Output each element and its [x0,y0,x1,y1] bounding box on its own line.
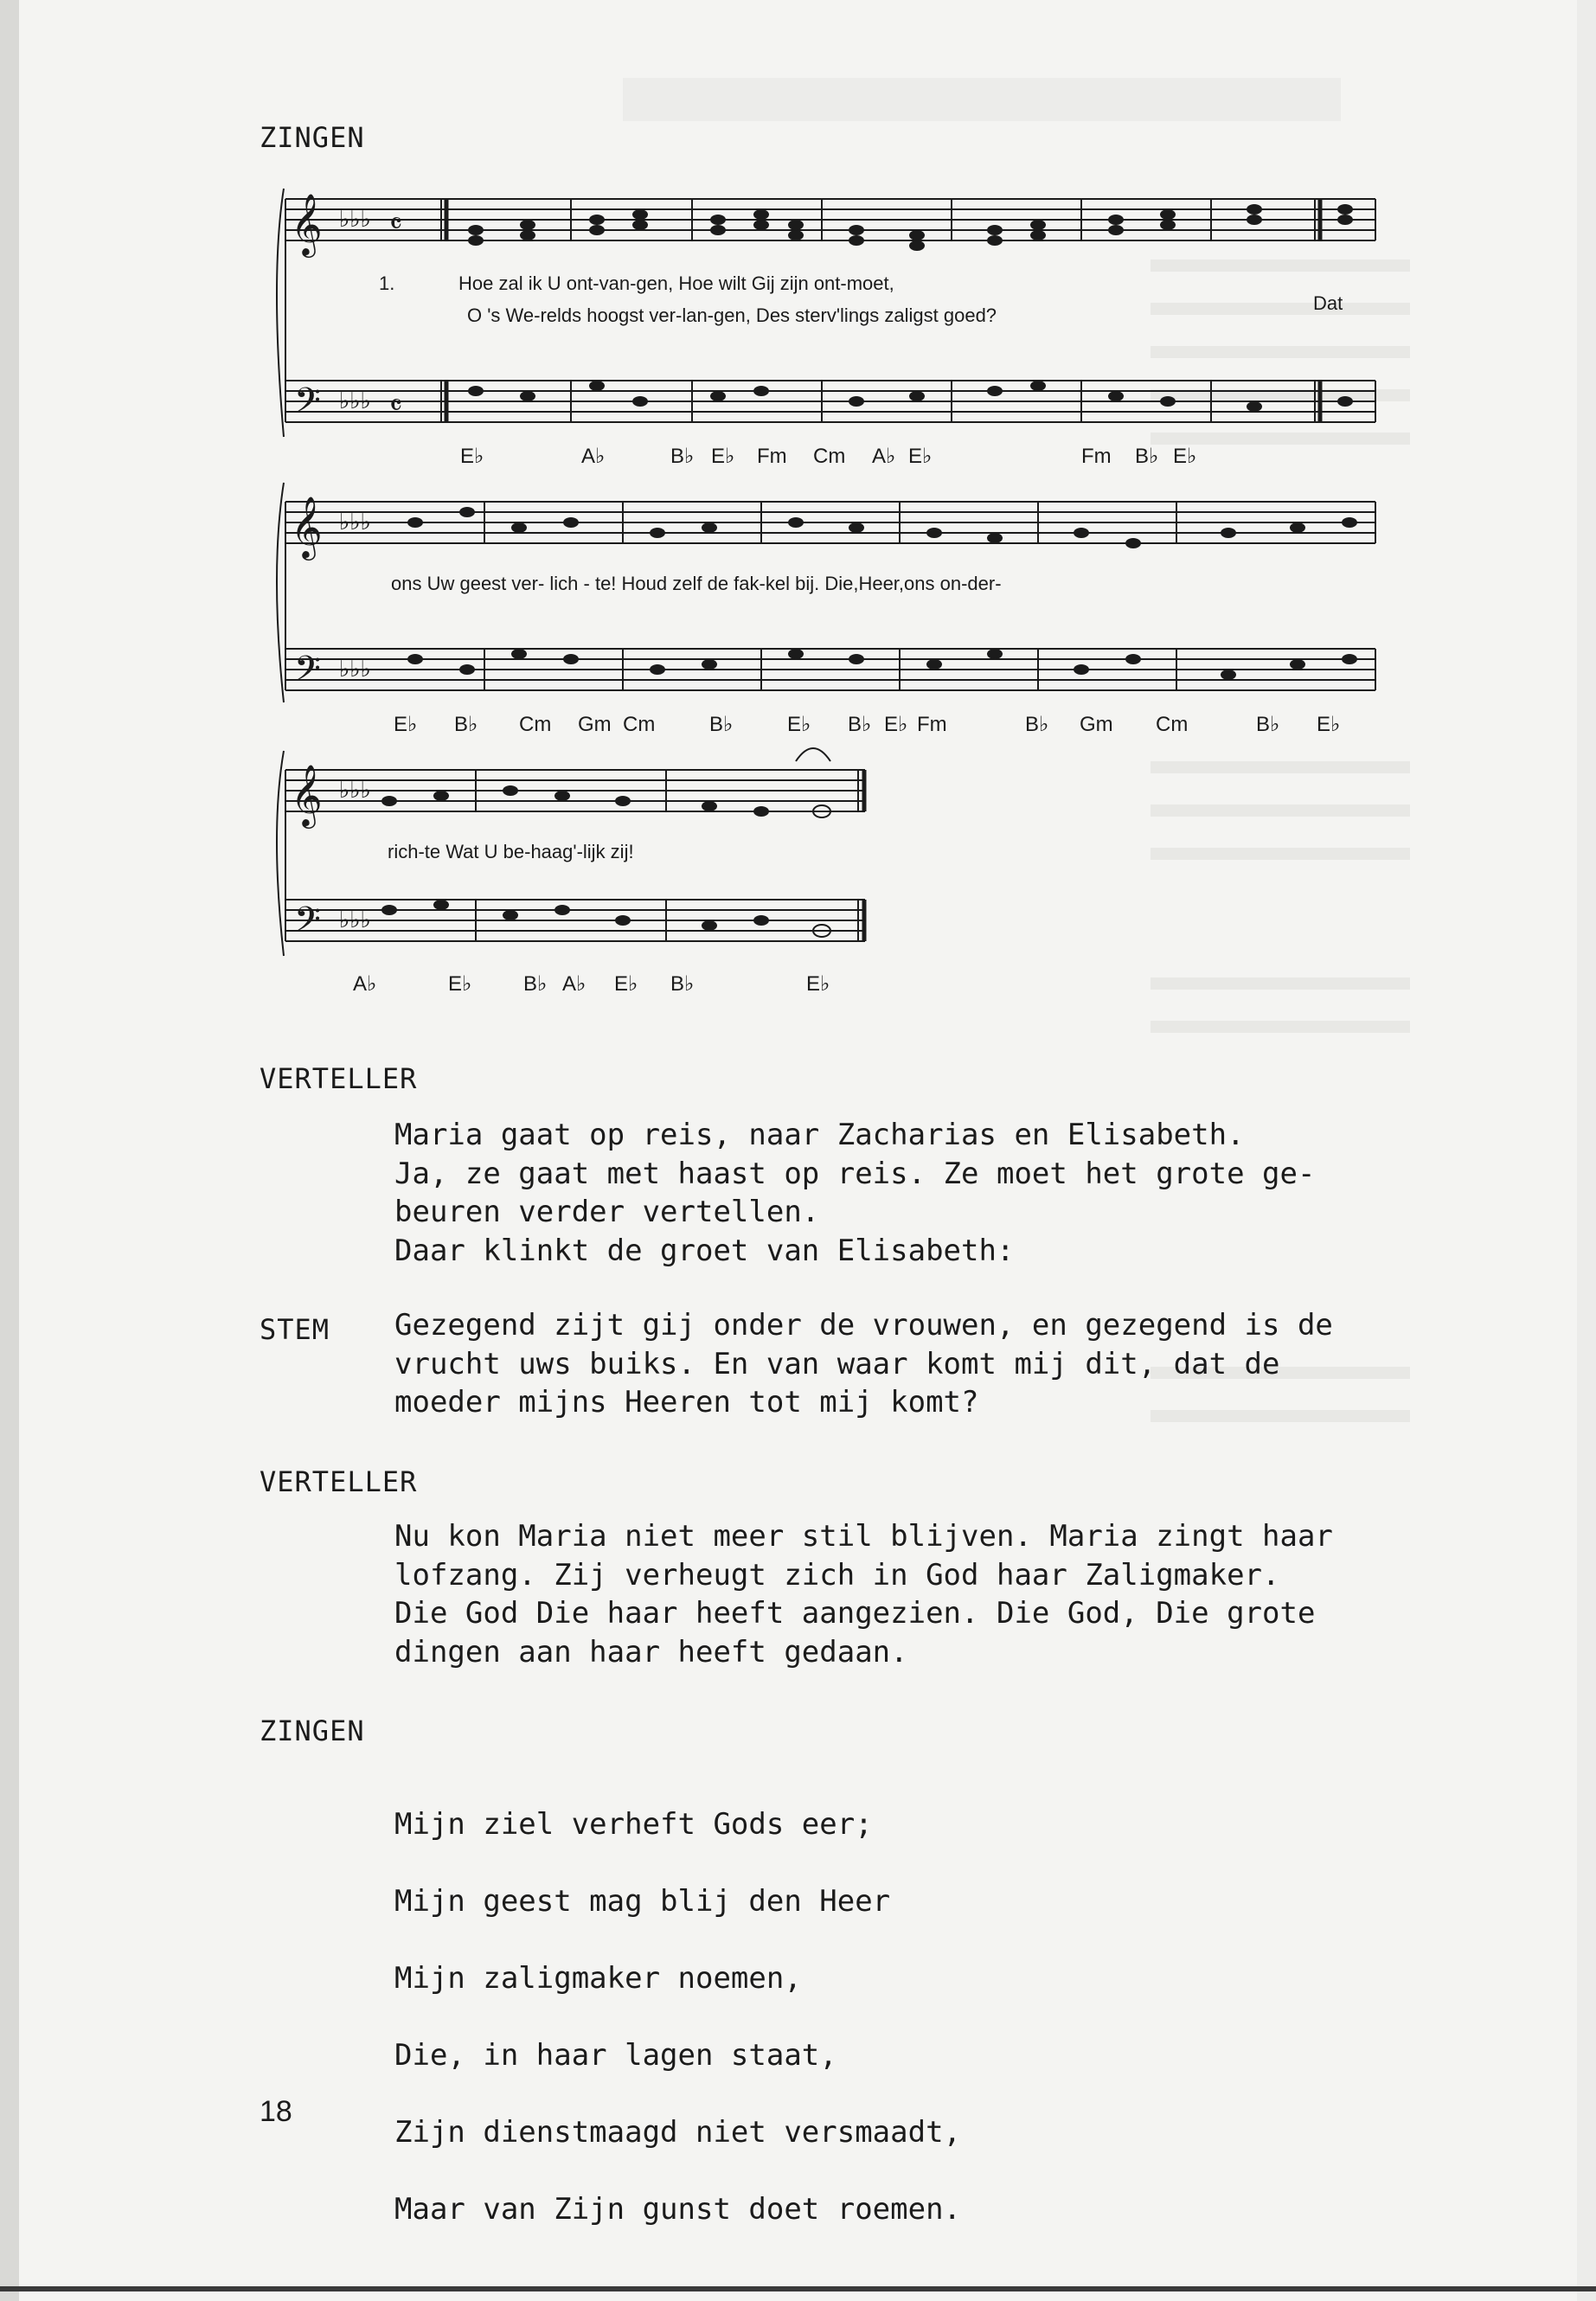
bass-clef-icon: 𝄢 [294,381,321,429]
bass-clef-icon: 𝄢 [294,900,321,948]
chord: E♭ [711,445,735,468]
system2-treble-staff [285,502,1375,543]
sheet-music-svg [260,173,1419,1003]
speaker-label: VERTELLER [260,1062,418,1095]
zingen-label-2: ZINGEN [260,1715,365,1747]
chord: B♭ [670,445,695,468]
flat-icon: ♭♭♭ [339,510,371,535]
system3-bass-staff [285,900,865,941]
chord: Gm [1080,713,1113,736]
system3-brace [277,751,284,956]
poem-line: Mijn ziel verheft Gods eer; [394,1806,873,1842]
chord: Fm [917,713,947,736]
chord: E♭ [1173,445,1197,468]
verse-number: 1. [379,272,395,294]
system2-brace [277,483,284,702]
chord: A♭ [872,445,896,468]
flat-icon: ♭♭♭ [339,388,371,414]
speaker-text: Gezegend zijt gij onder de vrouwen, en gezegend is de vrucht uws buiks. En van waar komt mij dit, dat de moeder mijns Heeren tot mij komt? [394,1308,1333,1420]
chord: A♭ [353,972,377,996]
system2-lyric: ons Uw geest ver- lich - te! Houd zelf de fak-kel bij. Die,Heer,ons on-der- [391,573,1002,594]
chord: E♭ [806,972,830,996]
chord: E♭ [908,445,933,468]
speaker-label: VERTELLER [260,1465,418,1498]
chord: A♭ [581,445,606,468]
page-edge-right [1577,0,1596,2301]
system3-chords [353,972,830,996]
treble-clef-icon: 𝄞 [291,763,323,826]
speaker-text: Maria gaat op reis, naar Zacharias en Elisabeth. Ja, ze gaat met haast op reis. Ze moet het grote ge- beuren verder vertellen. Daar klinkt de groet van Elisabeth: [394,1118,1316,1268]
chord: B♭ [523,972,548,996]
page-edge-left [0,0,19,2301]
system3-treble-staff [285,770,865,811]
system3-lyric: rich-te Wat U be-haag'-lijk zij! [388,841,634,862]
common-time-icon: 𝄴 [389,207,403,241]
speaker-label: STEM [260,1313,330,1346]
treble-clef-icon: 𝄞 [291,495,323,558]
chord: E♭ [1317,713,1341,736]
system1-lyric-line1: Hoe zal ik U ont-van-gen, Hoe wilt Gij zijn ont-moet, [458,272,894,294]
page-bottom-edge [0,2286,1596,2291]
chord: E♭ [787,713,811,736]
chord: Cm [623,713,656,736]
chord: E♭ [614,972,638,996]
system1-lyric-dat: Dat [1313,292,1343,314]
system1-lyric-line2: O 's We-relds hoogst ver-lan-gen, Des sterv'lings zaligst goed? [467,304,997,326]
chord: Gm [578,713,612,736]
chord: E♭ [884,713,908,736]
chord: E♭ [448,972,472,996]
flat-icon: ♭♭♭ [339,778,371,804]
speaker-text: Nu kon Maria niet meer stil blijven. Maria zingt haar lofzang. Zij verheugt zich in God haar Zaligmaker. Die God Die haar heeft aangezien. Die God, Die grote dingen aan haar heeft gedaan. [394,1519,1333,1670]
show-through-heading-shape [623,61,1341,138]
chord: Cm [519,713,552,736]
chord: Fm [757,445,787,468]
poem-line: Mijn zaligmaker noemen, [394,1960,802,1996]
poem-line: Die, in haar lagen staat, [394,2037,837,2073]
chord: B♭ [709,713,734,736]
chord: E♭ [394,713,418,736]
common-time-icon: 𝄴 [389,388,403,423]
treble-clef-icon: 𝄞 [291,192,323,255]
poem-line: Maar van Zijn gunst doet roemen. [394,2191,962,2227]
system1-brace [277,189,284,437]
flat-icon: ♭♭♭ [339,207,371,233]
system2-chords [394,713,1340,736]
chord: Cm [1156,713,1189,736]
system1-chords [460,445,1196,468]
chord: Fm [1081,445,1112,468]
chord: B♭ [454,713,478,736]
chord: B♭ [670,972,695,996]
chord: B♭ [848,713,872,736]
poem [394,1766,1433,2267]
flat-icon: ♭♭♭ [339,657,371,683]
chord: E♭ [460,445,484,468]
chord: A♭ [562,972,586,996]
poem-line: Mijn geest mag blij den Heer [394,1883,891,1919]
page-number: 18 [260,2095,292,2128]
poem-line: Zijn dienstmaagd niet versmaadt, [394,2114,962,2150]
chord: B♭ [1256,713,1280,736]
bass-clef-icon: 𝄢 [294,649,321,697]
flat-icon: ♭♭♭ [339,907,371,933]
chord: Cm [813,445,846,468]
system2-bass-staff [285,649,1375,690]
sheet-music [260,173,1419,1003]
show-through-heading [623,61,1341,138]
chord: B♭ [1025,713,1049,736]
chord: B♭ [1135,445,1159,468]
fermata [796,748,830,761]
zingen-label-1: ZINGEN [260,121,365,154]
